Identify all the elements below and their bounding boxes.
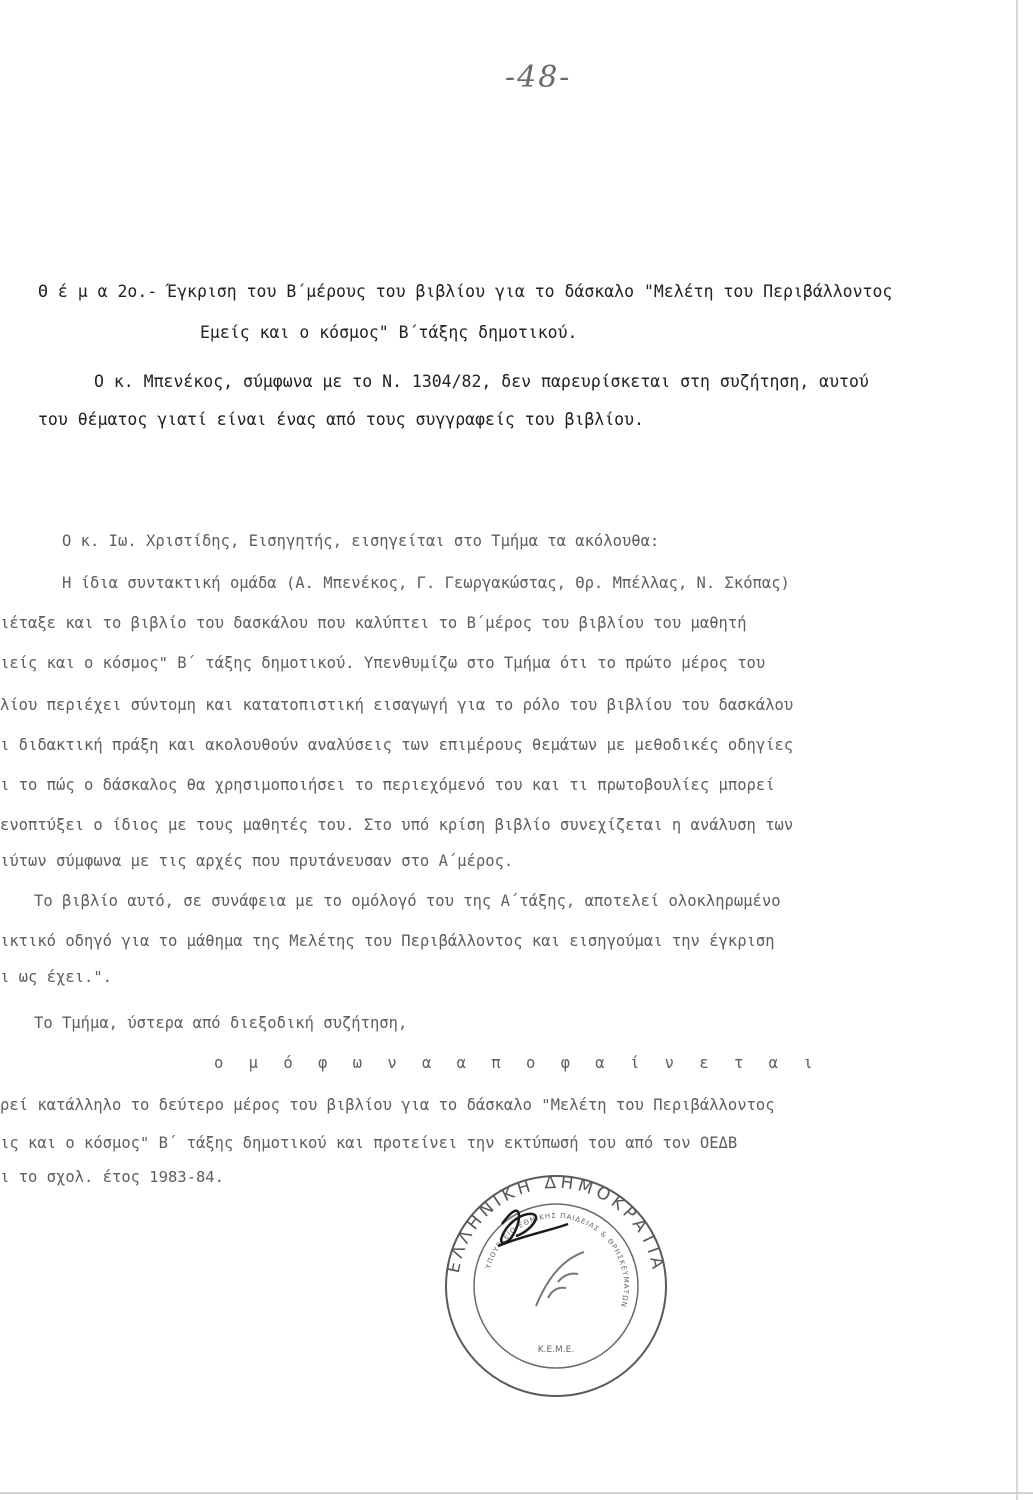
stamp-emblem-leaf (548, 1288, 566, 1298)
report-line: λίου περιέχει σύντομη και κατατοπιστική εισαγωγή για το ρόλο του βιβλίου του δασκάλου (0, 696, 794, 714)
page-edge-right (1016, 0, 1018, 1500)
report-line: ιύτων σύμφωνα με τις αρχές που πρυτάνευσαν στο Α΄μέρος. (0, 852, 514, 870)
section-heading-line-1: Θ έ μ α 2ο.- Έγκριση του Β΄μέρους του βιβλίου για το δάσκαλο "Μελέτη του Περιβάλλοντος (38, 282, 893, 301)
report-line: ικτικό οδηγό για το μάθημα της Μελέτης του Περιβάλλοντος και εισηγούμαι την έγκριση (0, 932, 775, 950)
recusal-note-line-1: Ο κ. Μπενέκος, σύμφωνα με το Ν. 1304/82, δεν παρευρίσκεται στη συζήτηση, αυτού (94, 372, 869, 391)
stamp-outer-text-path: ΕΛΛΗΝΙΚΗ ΔΗΜΟΚΡΑΤΙΑ (443, 1172, 669, 1275)
decision-line: ις και ο κόσμος" Β΄ τάξης δημοτικού και προτείνει την εκτύπωσή του από τον ΟΕΔΒ (0, 1134, 738, 1152)
report-line: Ο κ. Ιω. Χριστίδης, Εισηγητής, εισηγείται στο Τμήμα τα ακόλουθα: (62, 532, 660, 550)
report-line: Η ίδια συντακτική ομάδα (Α. Μπενέκος, Γ. Γεωργακώστας, Θρ. Μπέλλας, Ν. Σκόπας) (62, 574, 790, 592)
official-stamp (436, 1166, 676, 1406)
page-number: -48- (505, 60, 572, 95)
recusal-note-line-2: του θέματος γιατί είναι ένας από τους συγγραφείς του βιβλίου. (38, 410, 644, 429)
report-line: ιέταξε και το βιβλίο του δασκάλου που καλύπτει το Β΄μέρος του βιβλίου του μαθητή (0, 614, 747, 632)
decision-line: ι το σχολ. έτος 1983-84. (0, 1168, 224, 1186)
stamp-inner-text-path: ΥΠΟΥΡΓΕΙΟ ΕΘΝΙΚΗΣ ΠΑΙΔΕΙΑΣ & ΘΡΗΣΚΕΥΜΑΤΩΝ (484, 1211, 631, 1309)
report-line: ενοπτύξει ο ίδιος με τους μαθητές του. Στο υπό κρίση βιβλίο συνεχίζεται η ανάλυση των (0, 816, 794, 834)
report-line: ι το πώς ο δάσκαλος θα χρησιμοποιήσει το περιεχόμενό του και τι πρωτοβουλίες μπορεί (0, 776, 775, 794)
decision-verdict: ο μ ό φ ω ν α α π ο φ α ί ν ε τ α ι (214, 1054, 821, 1072)
section-heading-line-2: Εμείς και ο κόσμος" Β΄τάξης δημοτικού. (200, 323, 578, 342)
stamp-emblem (536, 1252, 584, 1306)
report-line: ιείς και ο κόσμος" Β΄ τάξης δημοτικού. Υπενθυμίζω στο Τμήμα ότι το πρώτο μέρος του (0, 654, 766, 672)
page-edge-bottom (0, 1492, 1033, 1494)
decision-intro: Το Τμήμα, ύστερα από διεξοδική συζήτηση, (34, 1014, 408, 1032)
stamp-emblem-leaf (558, 1274, 578, 1282)
stamp-bottom-text: Κ.Ε.Μ.Ε. (537, 1345, 575, 1355)
report-line: ι ως έχει.". (0, 968, 112, 986)
report-line: ι διδακτική πράξη και ακολουθούν αναλύσεις των επιμέρους θεμάτων με μεθοδικές οδηγίες (0, 736, 794, 754)
report-line: Το βιβλίο αυτό, σε συνάφεια με το ομόλογό του της Α΄τάξης, αποτελεί ολοκληρωμένο (34, 892, 781, 910)
stamp-outer-text (444, 1173, 668, 1275)
decision-line: ρεί κατάλληλο το δεύτερο μέρος του βιβλίου για το δάσκαλο "Μελέτη του Περιβάλλοντος (0, 1096, 775, 1114)
